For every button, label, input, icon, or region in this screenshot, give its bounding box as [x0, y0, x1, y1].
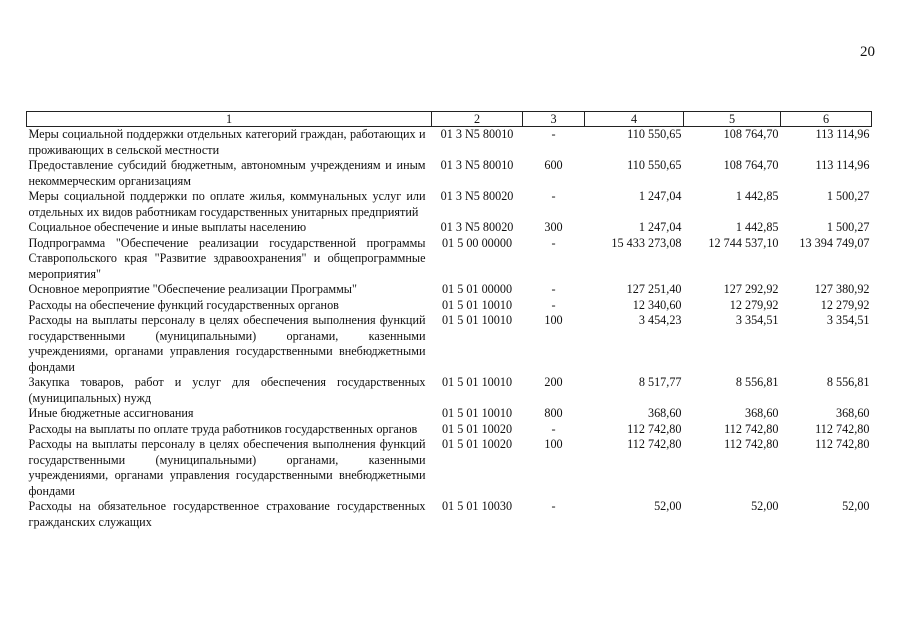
table-row: [27, 375, 872, 406]
row-expense-type: -: [551, 297, 556, 312]
row-value-col6: 112 742,80: [815, 437, 870, 451]
row-value-col5: 52,00: [751, 499, 779, 513]
table-row: [27, 127, 872, 159]
row-value-col5: 8 556,81: [735, 375, 779, 389]
row-code: 01 3 N5 80010: [440, 127, 514, 141]
row-name: Закупка товаров, работ и услуг для обеспечения государственных (муниципальных) нужд: [28, 375, 426, 405]
table-row: [27, 158, 872, 189]
table-row: [27, 499, 872, 530]
row-value-col4: 3 454,23: [638, 313, 682, 327]
row-name: Меры социальной поддержки по оплате жилья, коммунальных услуг или отдельных их видов работникам государственных унитарных предприятий: [28, 189, 426, 219]
row-value-col4: 52,00: [654, 499, 682, 513]
row-value-col4: 1 247,04: [638, 189, 682, 203]
row-value-col6: 12 279,92: [820, 297, 870, 312]
column-header: 5: [684, 112, 781, 127]
row-value-col6: 52,00: [842, 499, 870, 513]
column-header: 6: [781, 112, 872, 127]
row-value-col5: 112 742,80: [724, 421, 779, 436]
table-row: [27, 298, 872, 314]
row-value-col6: 368,60: [835, 406, 870, 420]
row-value-col5: 127 292,92: [723, 282, 779, 296]
budget-table: [26, 111, 872, 530]
row-value-col4: 127 251,40: [626, 282, 682, 296]
row-value-col4: 1 247,04: [638, 220, 682, 234]
row-code: 01 5 01 10020: [441, 421, 513, 436]
row-value-col4: 110 550,65: [627, 158, 682, 172]
row-value-col5: 12 279,92: [729, 297, 779, 312]
column-header: 4: [585, 112, 684, 127]
table-row: [27, 422, 872, 438]
row-code: 01 5 01 10010: [441, 406, 513, 420]
row-value-col6: 13 394 749,07: [799, 235, 870, 250]
header-row: [27, 112, 872, 127]
row-code: 01 5 01 10010: [441, 375, 513, 389]
row-value-col4: 112 742,80: [627, 437, 682, 451]
row-value-col4: 110 550,65: [627, 127, 682, 141]
row-expense-type: 300: [544, 220, 563, 234]
row-value-col6: 127 380,92: [814, 282, 870, 296]
row-name: Расходы на обязательное государственное страхование государственных гражданских служащих: [28, 499, 426, 529]
row-code: 01 5 01 10010: [441, 297, 513, 312]
table-row: [27, 313, 872, 375]
table-row: [27, 437, 872, 499]
row-value-col6: 1 500,27: [826, 189, 870, 203]
row-expense-type: -: [551, 235, 556, 250]
row-code: 01 5 00 00000: [441, 235, 513, 250]
row-value-col5: 112 742,80: [724, 437, 779, 451]
row-code: 01 3 N5 80010: [440, 158, 514, 172]
column-header: 2: [432, 112, 523, 127]
row-name: Расходы на выплаты персоналу в целях обеспечения выполнения функций государственными (муниципальными) органами, казенными учреждениями, органами управления государственными внебюджетными фондами: [28, 313, 426, 374]
row-name: Расходы на выплаты по оплате труда работников государственных органов: [28, 421, 418, 436]
row-code: 01 5 01 10020: [441, 437, 513, 451]
row-name: Социальное обеспечение и иные выплаты населению: [28, 220, 307, 234]
table-row: [27, 220, 872, 236]
row-value-col4: 12 340,60: [632, 297, 682, 312]
table-row: [27, 189, 872, 220]
row-value-col6: 112 742,80: [815, 421, 870, 436]
row-value-col6: 8 556,81: [826, 375, 870, 389]
column-header: 3: [523, 112, 585, 127]
row-value-col6: 113 114,96: [815, 127, 870, 141]
row-expense-type: 100: [544, 313, 563, 327]
row-expense-type: -: [551, 499, 556, 513]
row-name: Меры социальной поддержки отдельных категорий граждан, работающих и проживающих в сельской местности: [28, 127, 426, 157]
row-name: Предоставление субсидий бюджетным, автономным учреждениям и иным некоммерческим организациям: [28, 158, 426, 188]
row-value-col4: 15 433 273,08: [611, 235, 682, 250]
row-expense-type: -: [551, 282, 556, 296]
row-expense-type: -: [551, 189, 556, 203]
row-code: 01 5 01 10010: [441, 313, 513, 327]
table-row: [27, 236, 872, 283]
column-header: 1: [27, 112, 432, 127]
row-value-col6: 1 500,27: [826, 220, 870, 234]
row-value-col4: 112 742,80: [627, 421, 682, 436]
row-expense-type: 200: [544, 375, 563, 389]
row-value-col5: 1 442,85: [735, 220, 779, 234]
row-code: 01 5 01 00000: [441, 282, 513, 296]
row-name: Иные бюджетные ассигнования: [28, 406, 194, 420]
row-name: Расходы на обеспечение функций государственных органов: [28, 297, 339, 312]
row-value-col6: 113 114,96: [815, 158, 870, 172]
row-name: Подпрограмма "Обеспечение реализации государственной программы Ставропольского края "Развитие здравоохранения" и общепрограммные мероприятия": [28, 235, 426, 281]
row-value-col5: 1 442,85: [735, 189, 779, 203]
table-row: [27, 282, 872, 298]
row-expense-type: -: [551, 127, 556, 141]
table-body: [27, 127, 872, 531]
row-code: 01 3 N5 80020: [440, 220, 514, 234]
row-value-col5: 12 744 537,10: [708, 235, 779, 250]
row-value-col5: 3 354,51: [735, 313, 779, 327]
row-expense-type: 100: [544, 437, 563, 451]
row-value-col5: 108 764,70: [723, 127, 779, 141]
row-expense-type: 800: [544, 406, 563, 420]
table-row: [27, 406, 872, 422]
row-expense-type: -: [551, 421, 556, 436]
row-value-col5: 368,60: [744, 406, 779, 420]
row-name: Расходы на выплаты персоналу в целях обеспечения выполнения функций государственными (муниципальными) органами, казенными учреждениями, органами управления государственными внебюджетными фондами: [28, 437, 426, 498]
row-code: 01 3 N5 80020: [440, 189, 514, 203]
page-number: 20: [860, 44, 875, 60]
row-value-col5: 108 764,70: [723, 158, 779, 172]
row-expense-type: 600: [544, 158, 563, 172]
row-code: 01 5 01 10030: [441, 499, 513, 513]
row-value-col6: 3 354,51: [826, 313, 870, 327]
row-value-col4: 368,60: [647, 406, 682, 420]
row-value-col4: 8 517,77: [638, 375, 682, 389]
row-name: Основное мероприятие "Обеспечение реализации Программы": [28, 282, 357, 296]
